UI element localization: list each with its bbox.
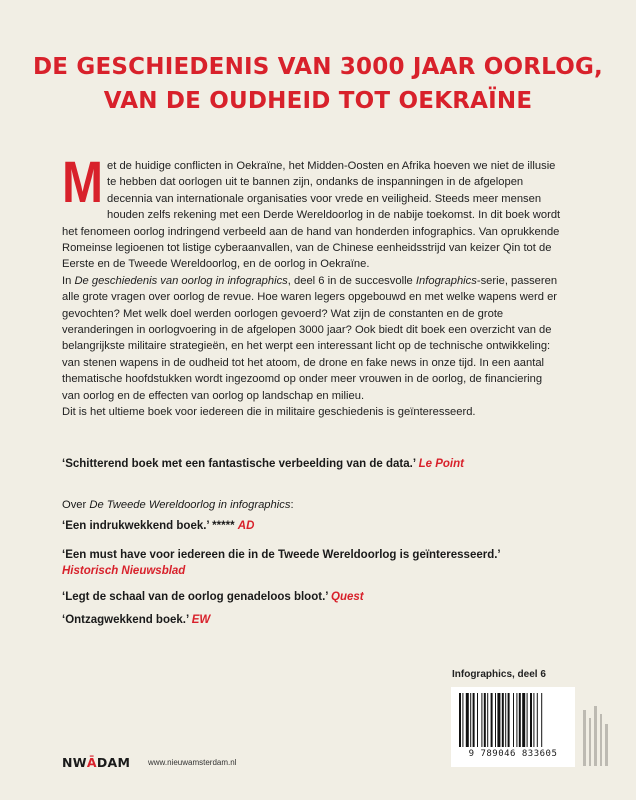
over-pre: Over — [62, 499, 90, 511]
previous-book-intro — [62, 499, 582, 511]
review-quote-2 — [62, 547, 602, 579]
fsc-mark-icon — [580, 704, 610, 768]
blurb-paragraph-2 — [62, 273, 562, 404]
review-quote-main — [62, 458, 582, 470]
logo-part-a: NW — [62, 755, 87, 770]
review-quote-4-text: ‘Ontzagwekkend boek.’ — [62, 614, 189, 626]
publisher-website: www.nieuwamsterdam.nl — [148, 758, 237, 767]
blurb-p1-text: et de huidige conflicten in Oekraïne, het Midden-Oosten en Afrika hoeven we niet de illusie te hebben dat oorlogen uit te bannen zijn, ondanks de inspanningen in de afgelopen decennia van internationale organisaties voor vrede en veiligheid. Steeds meer mensen houden zelfs rekening met een Derde Wereldoorlog in de nabije toekomst. In dit boek wordt het fenomeen oorlog indringend verbeeld aan de hand van honderden infographics. Van oprukkende Romeinse legioenen tot listige cyberaanvallen, van de Chinese eenheidsstrijd van keizer Qin tot de Eerste en de Tweede Wereldoorlog, en de oorlog in Oekraïne. — [62, 160, 561, 271]
blurb-paragraph-1 — [62, 150, 562, 273]
blurb-text — [62, 150, 562, 421]
blurb-p2-post: -serie, passeren alle grote vragen over oorlog de revue. Hoe waren legers opgebouwd en met welke wapens werd er gevochten? Met welk doel werden oorlogen gevoerd? Wat zijn de constanten en de grote veranderingen in oorlogvoering in de afgelopen 3000 jaar? Ook biedt dit boek een overzicht van de belangrijkste militaire strategieën, en het werpt een interessant licht op de technische ontwikkeling: van stenen wapens in de oudheid tot het atoom, de drone en fake news in onze tijd. In een aantal thematische hoofdstukken wordt ingezoomd op onder meer vrouwen in de oorlog, de financiering van oorlog en de effecten van oorlog op landschap en milieu. — [62, 274, 558, 402]
headline-line-2: VAN DE OUDHEID TOT OEKRAÏNE — [103, 88, 533, 114]
review-quote-2-source: Historisch Nieuwsblad — [62, 565, 186, 577]
blurb-p2-mid: , deel 6 in de succesvolle — [287, 274, 416, 287]
barcode-bars — [459, 693, 567, 749]
review-quote-2-text: ‘Een must have voor iedereen die in de Tweede Wereldoorlog is geïnteresseerd.’ — [62, 549, 501, 561]
review-quote-1-source: AD — [237, 520, 255, 532]
review-quote-1 — [62, 518, 602, 534]
isbn-barcode — [451, 687, 575, 767]
series-label: Infographics, deel 6 — [452, 669, 546, 680]
over-post: : — [290, 499, 294, 511]
logo-part-b: DAM — [96, 755, 131, 770]
review-quote-text: ‘Schitterend boek met een fantastische verbeelding van de data.’ — [62, 458, 416, 470]
book-title-italic: De geschiedenis van oorlog in infographics — [74, 274, 288, 287]
review-quote-4 — [62, 612, 602, 628]
drop-cap: M — [62, 150, 104, 215]
blurb-paragraph-3: Dit is het ultieme boek voor iedereen die in militaire geschiedenis is geïnteresseerd. — [62, 406, 476, 419]
series-name-italic: Infographics — [415, 274, 477, 287]
logo-accent: Ā — [86, 755, 97, 770]
review-quote-source: Le Point — [418, 458, 464, 470]
blurb-p2-pre: In — [62, 274, 75, 287]
review-quote-3-text: ‘Legt de schaal van de oorlog genadeloos bloot.’ — [62, 591, 328, 603]
headline-line-1: DE GESCHIEDENIS VAN 3000 JAAR OORLOG, — [33, 54, 603, 80]
headline — [0, 50, 636, 118]
previous-book-title: De Tweede Wereldoorlog in infographics — [89, 499, 291, 511]
review-quote-4-source: EW — [191, 614, 211, 626]
isbn-number: 9 789046 833605 — [468, 749, 558, 759]
review-quote-3-source: Quest — [331, 591, 364, 603]
review-quote-1-text: ‘Een indrukwekkend boek.’ ***** — [62, 520, 235, 532]
publisher-logo — [62, 755, 130, 770]
review-quote-3 — [62, 589, 602, 605]
